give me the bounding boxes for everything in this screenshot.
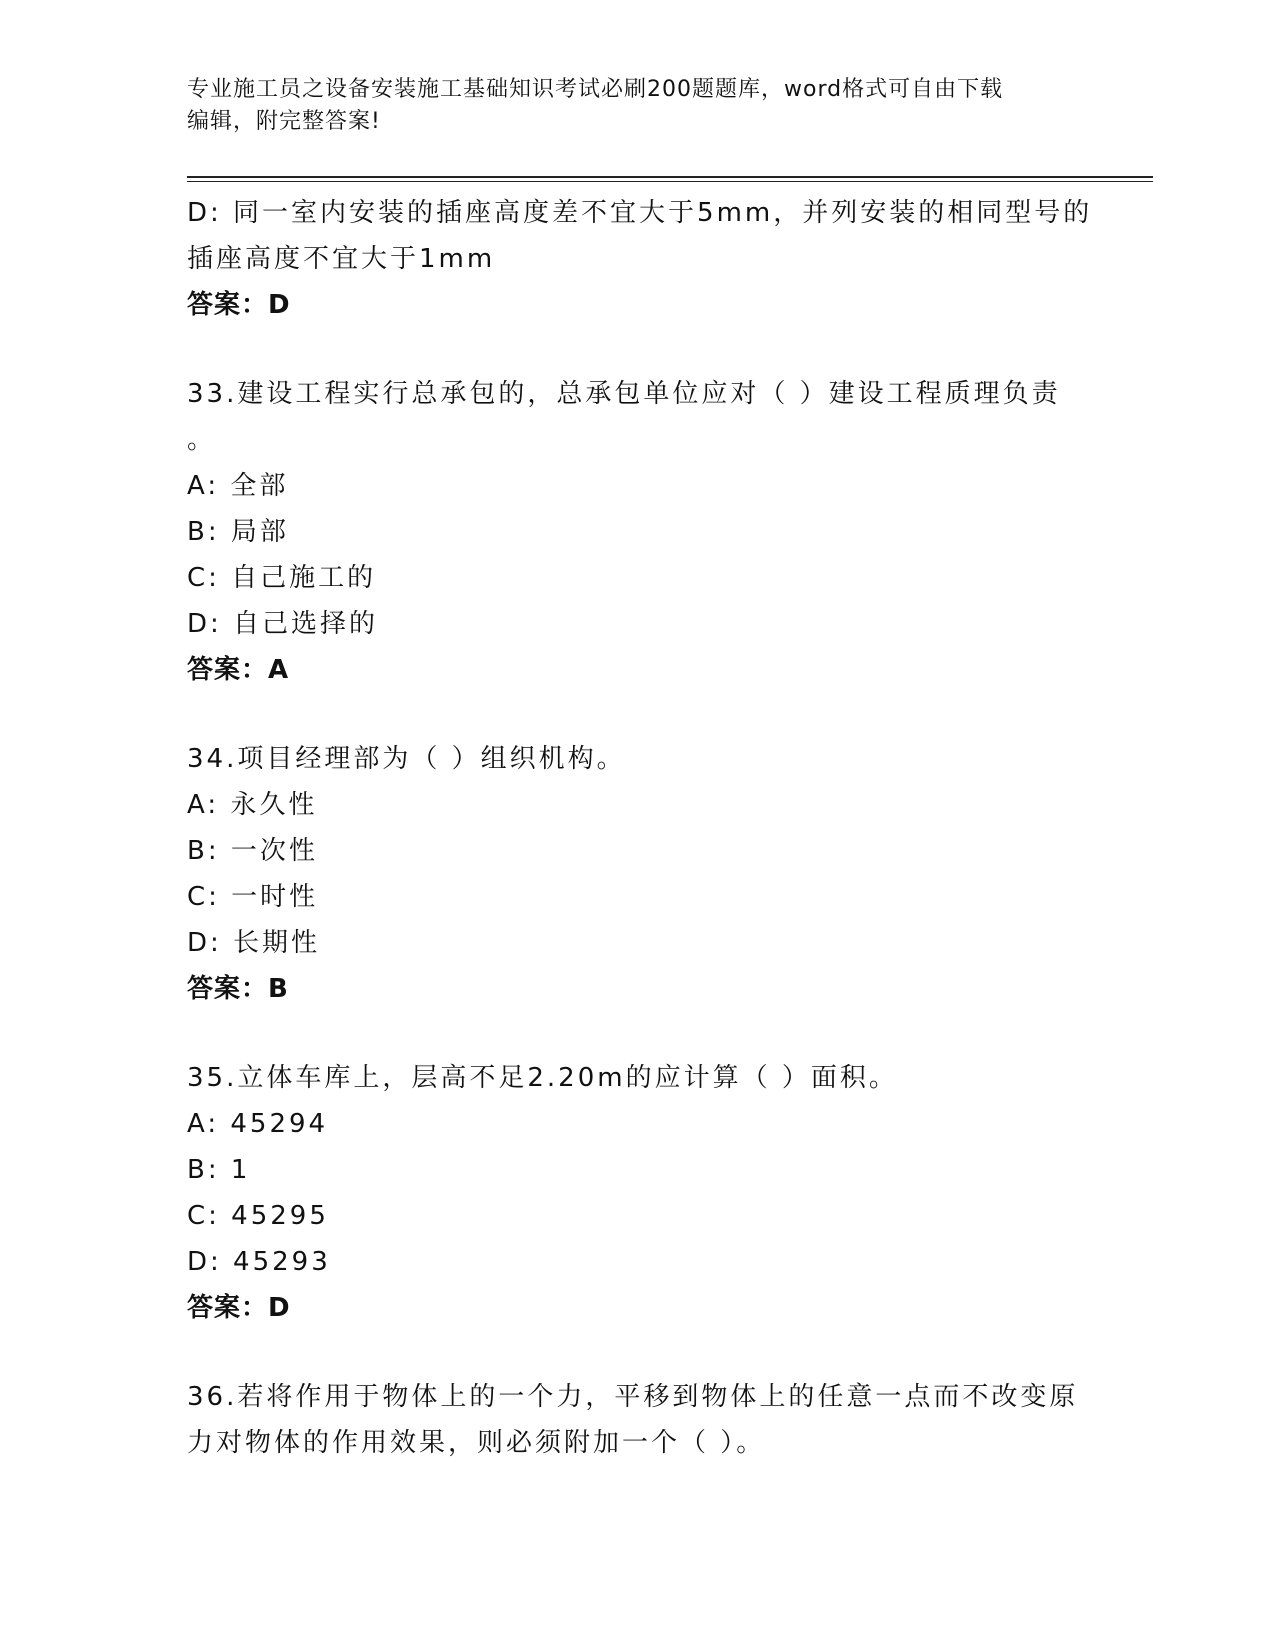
option-a: A: 永久性 xyxy=(187,790,318,820)
question-32-tail xyxy=(187,190,1093,328)
question-36 xyxy=(187,1374,1087,1466)
spacer xyxy=(187,328,1087,371)
page-header xyxy=(187,74,1087,138)
question-35 xyxy=(187,1055,1087,1331)
header-line-2: 编辑，附完整答案! xyxy=(187,109,381,134)
option-d-line-1: D: 同一室内安装的插座高度差不宜大于5mm，并列安装的相同型号的 xyxy=(187,198,1093,228)
option-a: A: 全部 xyxy=(187,471,289,501)
option-d: D: 自己选择的 xyxy=(187,609,379,639)
spacer xyxy=(187,693,1087,736)
option-b: B: 一次性 xyxy=(187,836,318,866)
header-divider-thin xyxy=(187,181,1153,182)
spacer xyxy=(187,1012,1087,1055)
question-stem-line-2: 。 xyxy=(187,425,217,455)
question-list xyxy=(187,190,1093,1466)
header-line-1: 专业施工员之设备安装施工基础知识考试必刷200题题库，word格式可自由下载 xyxy=(187,77,1004,102)
option-b: B: 1 xyxy=(187,1155,251,1185)
answer-line: 答案：A xyxy=(187,655,290,685)
option-a: A: 45294 xyxy=(187,1109,329,1139)
option-d-line-2: 插座高度不宜大于1mm xyxy=(187,244,496,274)
question-stem: 35.立体车库上，层高不足2.20m的应计算（ ）面积。 xyxy=(187,1063,898,1093)
question-stem-line-1: 36.若将作用于物体上的一个力，平移到物体上的任意一点而不改变原 xyxy=(187,1382,1079,1412)
header-divider-thick xyxy=(187,176,1153,178)
spacer xyxy=(187,1331,1087,1374)
question-stem-line-2: 力对物体的作用效果，则必须附加一个（ ）。 xyxy=(187,1428,766,1458)
question-stem-line-1: 33.建设工程实行总承包的，总承包单位应对（ ）建设工程质理负责 xyxy=(187,379,1061,409)
answer-line: 答案：D xyxy=(187,1293,291,1323)
option-c: C: 45295 xyxy=(187,1201,329,1231)
question-34 xyxy=(187,736,1087,1012)
question-stem: 34.项目经理部为（ ）组织机构。 xyxy=(187,744,626,774)
answer-line: 答案：D xyxy=(187,290,291,320)
answer-line: 答案：B xyxy=(187,974,289,1004)
option-b: B: 局部 xyxy=(187,517,289,547)
option-c: C: 一时性 xyxy=(187,882,319,912)
option-d: D: 长期性 xyxy=(187,928,321,958)
question-33 xyxy=(187,371,1087,693)
option-c: C: 自己施工的 xyxy=(187,563,377,593)
option-d: D: 45293 xyxy=(187,1247,331,1277)
